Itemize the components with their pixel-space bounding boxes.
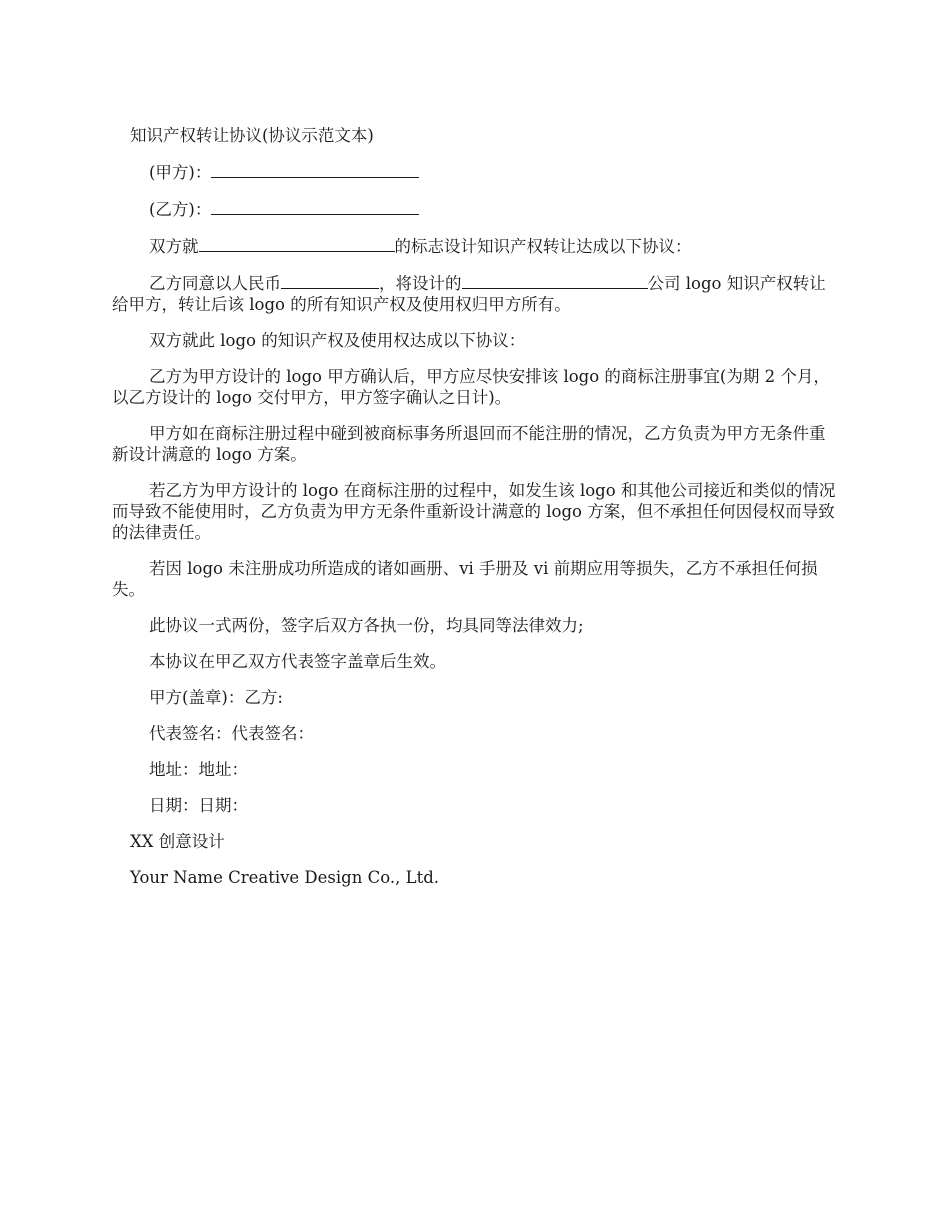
intro-blank <box>199 235 395 252</box>
party-a-blank <box>211 161 419 178</box>
transfer-part3: 公司 logo 知识产权转让给甲方，转让后该 logo 的所有知识产权及使用权归甲方所有。 <box>112 274 826 314</box>
clause-paragraph: 双方就此 logo 的知识产权及使用权达成以下协议： <box>149 331 526 350</box>
document-title: 知识产权转让协议(协议示范文本) <box>130 126 374 145</box>
intro-paragraph <box>112 235 840 257</box>
clause-paragraph: 甲方如在商标注册过程中碰到被商标事务所退回而不能注册的情况，乙方负责为甲方无条件重新设计满意的 logo 方案。 <box>112 424 826 464</box>
clause-paragraph: 乙方为甲方设计的 logo 甲方确认后，甲方应尽快安排该 logo 的商标注册事宜(为期 2 个月，以乙方设计的 logo 交付甲方，甲方签字确认之日计)。 <box>112 367 830 407</box>
intro-after: 的标志设计知识产权转让达成以下协议： <box>394 237 692 256</box>
transfer-paragraph <box>112 272 840 315</box>
transfer-part2: ，将设计的 <box>379 274 462 293</box>
address-line: 地址：地址： <box>149 760 248 779</box>
transfer-part1: 乙方同意以人民币 <box>149 274 281 293</box>
amount-blank <box>281 272 379 289</box>
clause-paragraph: 此协议一式两份，签字后双方各执一份，均具同等法律效力; <box>149 616 584 635</box>
agreement-body <box>112 125 840 903</box>
date-line: 日期：日期： <box>149 796 248 815</box>
party-b-blank <box>211 198 419 215</box>
party-b-label: (乙方)： <box>149 200 212 219</box>
seal-line: 甲方(盖章)：乙方: <box>149 688 283 707</box>
company-name-cn: XX 创意设计 <box>130 832 225 851</box>
party-b-line <box>112 198 840 220</box>
intro-before: 双方就 <box>149 237 199 256</box>
company-name-en: Your Name Creative Design Co., Ltd. <box>130 868 440 887</box>
company-blank <box>462 272 648 289</box>
party-a-label: (甲方)： <box>149 163 212 182</box>
clause-paragraph: 若乙方为甲方设计的 logo 在商标注册的过程中，如发生该 logo 和其他公司接近和类似的情况而导致不能使用时，乙方负责为甲方无条件重新设计满意的 logo 方案，但不承担任何因侵权而导致的法律责任。 <box>112 481 836 542</box>
signature-line: 代表签名：代表签名： <box>149 724 314 743</box>
clause-paragraph: 本协议在甲乙双方代表签字盖章后生效。 <box>149 652 446 671</box>
clause-paragraph: 若因 logo 未注册成功所造成的诸如画册、vi 手册及 vi 前期应用等损失，乙方不承担任何损失。 <box>112 559 818 599</box>
party-a-line <box>112 161 840 183</box>
